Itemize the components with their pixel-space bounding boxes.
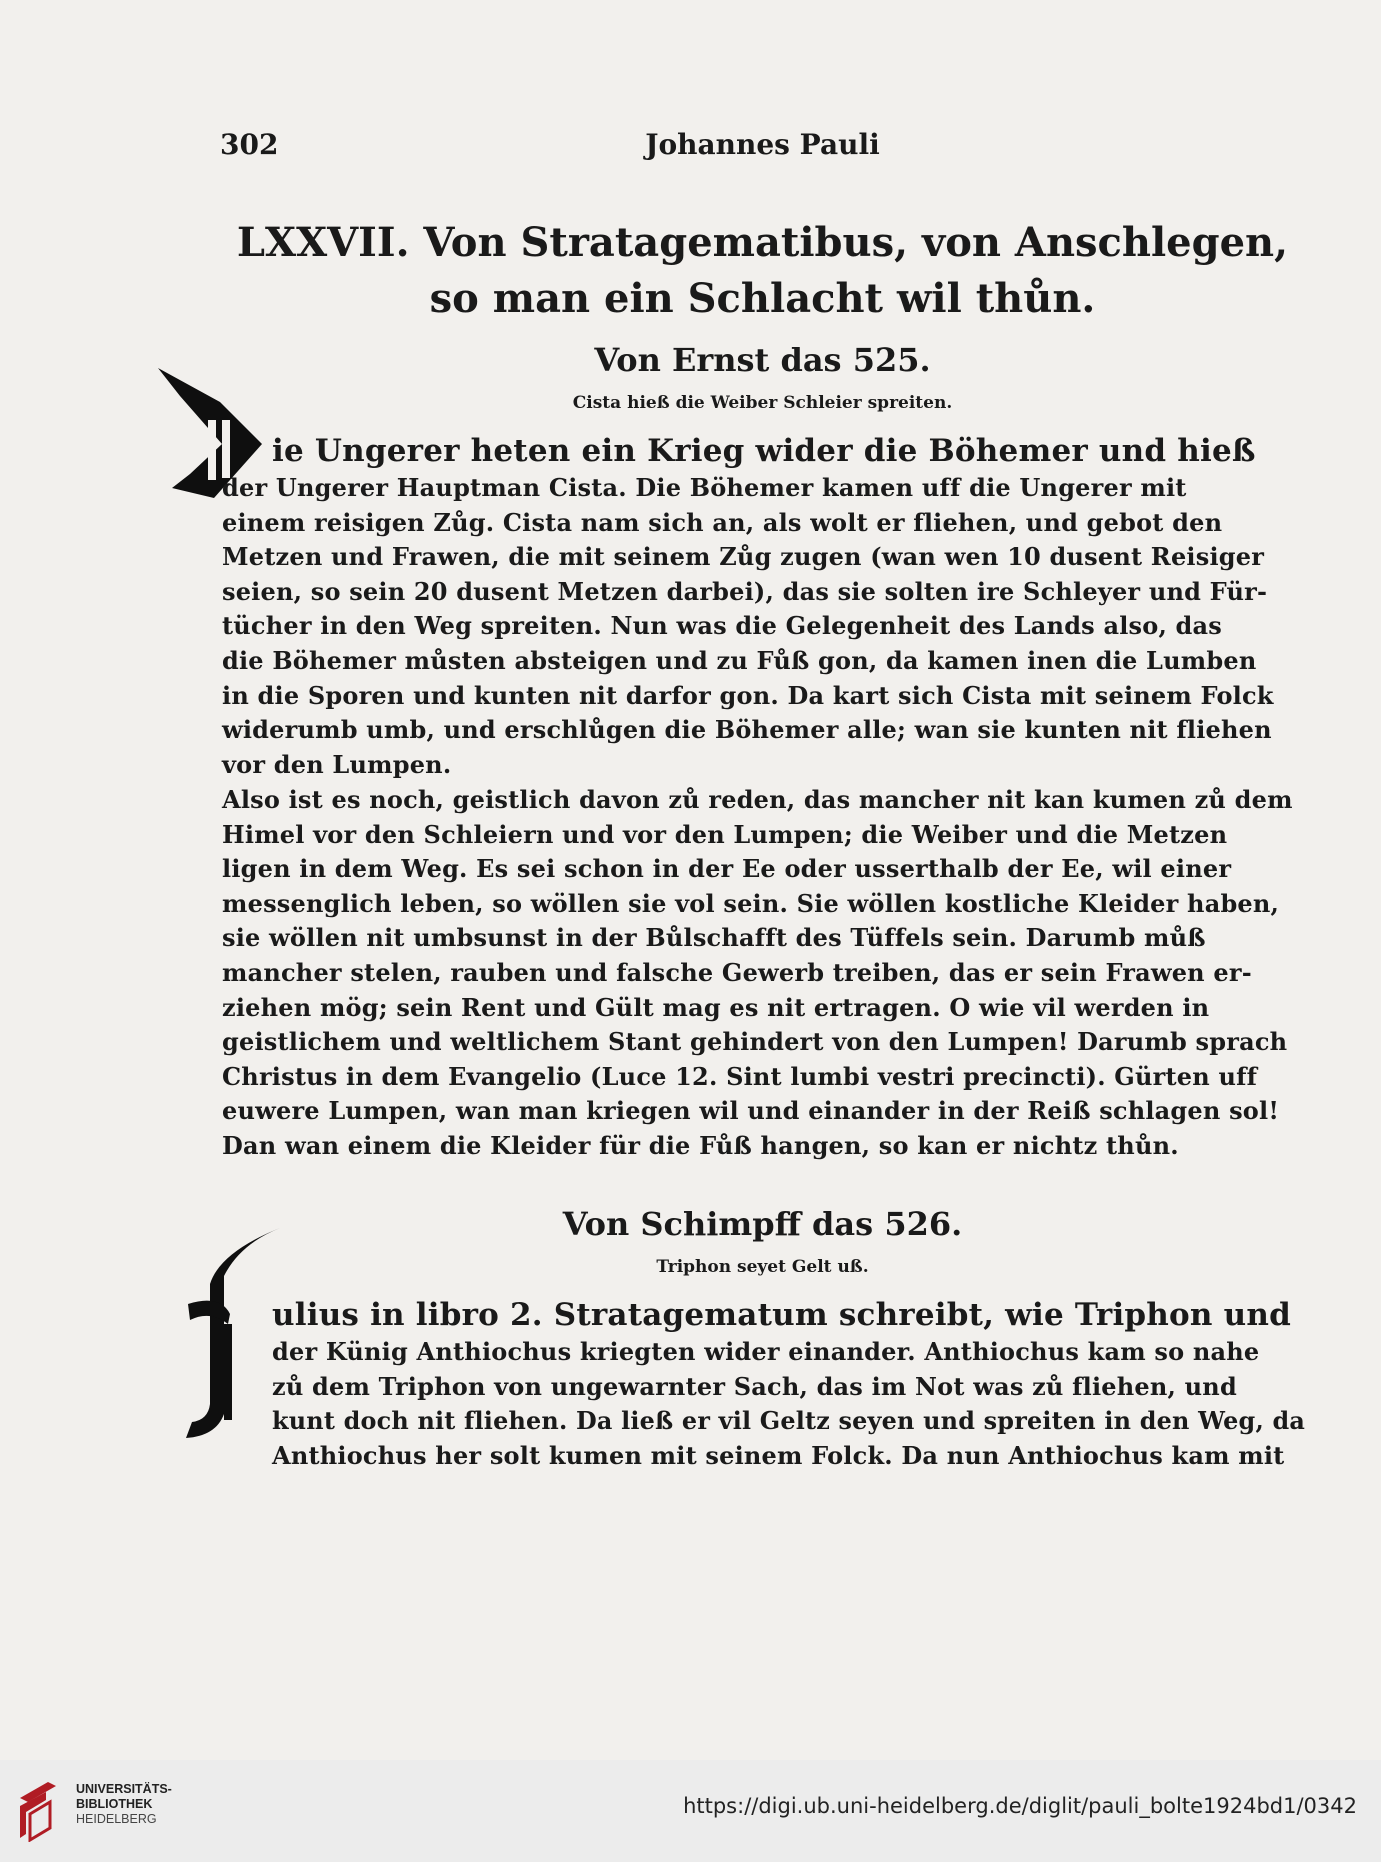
university-library-logo-icon xyxy=(16,1776,60,1842)
text-line: der Ungerer Hauptman Cista. Die Böhemer kamen uff die Ungerer mit xyxy=(222,473,1187,502)
text-line: messenglich leben, so wöllen sie vol sein. Sie wöllen kostliche Kleider haben, xyxy=(222,888,1280,918)
text-line: ligen in dem Weg. Es sei schon in der Ee oder usserthalb der Ee, wil einer xyxy=(222,854,1232,884)
paragraph-525 xyxy=(222,471,1305,782)
text-line: kunt doch nit fliehen. Da ließ er vil Geltz seyen und spreiten in den Weg, da xyxy=(272,1406,1306,1436)
text-line: tücher in den Weg spreiten. Nun was die Gelegenheit des Lands also, das xyxy=(222,611,1222,641)
paragraph-526 xyxy=(272,1335,1305,1473)
text-line: vor den Lumpen. xyxy=(222,749,452,779)
chapter-title-line-1: LXXVII. Von Stratagematibus, von Anschlegen, xyxy=(236,219,1289,266)
paragraph-525-line-1: ie Ungerer heten ein Krieg wider die Böhemer und hieß xyxy=(272,433,1256,469)
section-motto-525: Cista hieß die Weiber Schleier spreiten. xyxy=(572,393,953,413)
text-line: Metzen und Frawen, die mit seinem Zůg zugen (wan wen 10 dusent Reisiger xyxy=(222,542,1265,572)
page-number: 302 xyxy=(220,128,279,161)
paragraph-525-moral xyxy=(222,783,1305,1164)
text-line: Himel vor den Schleiern und vor den Lumpen; die Weiber und die Metzen xyxy=(222,819,1228,849)
section-heading-525: Von Ernst das 525. xyxy=(594,341,931,379)
text-line: Dan wan einem die Kleider für die Fůß hangen, so kan er nichtz thůn. xyxy=(222,1130,1179,1160)
running-header xyxy=(220,128,1305,168)
library-name-line-3: HEIDELBERG xyxy=(76,1812,157,1826)
text-line: euwere Lumpen, wan man kriegen wil und einander in der Reiß schlagen sol! xyxy=(222,1096,1280,1126)
text-line: die Böhemer můsten absteigen und zu Fůß gon, da kamen inen die Lumben xyxy=(222,645,1257,675)
running-title: Johannes Pauli xyxy=(645,128,880,161)
text-line: sie wöllen nit umbsunst in der Bůlschafft des Tüffels sein. Darumb můß xyxy=(222,923,1206,953)
text-line: zů dem Triphon von ungewarnter Sach, das im Not was zů fliehen, und xyxy=(272,1371,1237,1401)
paragraph-526-line-1: ulius in libro 2. Stratagematum schreibt, wie Triphon und xyxy=(272,1297,1291,1333)
viewer-footer xyxy=(0,1760,1381,1862)
text-line: mancher stelen, rauben und falsche Gewerb treiben, das er sein Frawen er- xyxy=(222,957,1252,987)
document-url-link[interactable]: https://digi.ub.uni-heidelberg.de/diglit/pauli_bolte1924bd1/0342 xyxy=(683,1794,1357,1818)
text-line: Also ist es noch, geistlich davon zů reden, das mancher nit kan kumen zů dem xyxy=(222,785,1293,814)
text-line: Anthiochus her solt kumen mit seinem Folck. Da nun Anthiochus kam mit xyxy=(272,1440,1285,1470)
text-line: ziehen mög; sein Rent und Gült mag es nit ertragen. O wie vil werden in xyxy=(222,992,1210,1022)
section-heading-526: Von Schimpff das 526. xyxy=(562,1205,963,1243)
paragraph-525-first-line xyxy=(272,434,1305,471)
text-line: seien, so sein 20 dusent Metzen darbei), das sie solten ire Schleyer und Für- xyxy=(222,576,1268,606)
section-motto-526: Triphon seyet Gelt uß. xyxy=(656,1257,869,1277)
text-line: in die Sporen und kunten nit darfor gon. Da kart sich Cista mit seinem Folck xyxy=(222,680,1274,710)
paragraph-526-first-line xyxy=(272,1298,1305,1335)
text-line: Christus in dem Evangelio (Luce 12. Sint lumbi vestri precincti). Gürten uff xyxy=(222,1061,1258,1091)
text-line: der Künig Anthiochus kriegten wider einander. Anthiochus kam so nahe xyxy=(272,1337,1260,1366)
text-line: geistlichem und weltlichem Stant gehindert von den Lumpen! Darumb sprach xyxy=(222,1027,1288,1057)
chapter-title-line-2: so man ein Schlacht wil thůn. xyxy=(429,275,1096,322)
text-line: widerumb umb, und erschlůgen die Böhemer alle; wan sie kunten nit fliehen xyxy=(222,715,1272,745)
library-name-line-1: UNIVERSITÄTS- xyxy=(76,1782,172,1796)
library-name xyxy=(76,1782,172,1827)
text-line: einem reisigen Zůg. Cista nam sich an, als wolt er fliehen, und gebot den xyxy=(222,507,1223,537)
library-name-line-2: BIBLIOTHEK xyxy=(76,1797,153,1811)
